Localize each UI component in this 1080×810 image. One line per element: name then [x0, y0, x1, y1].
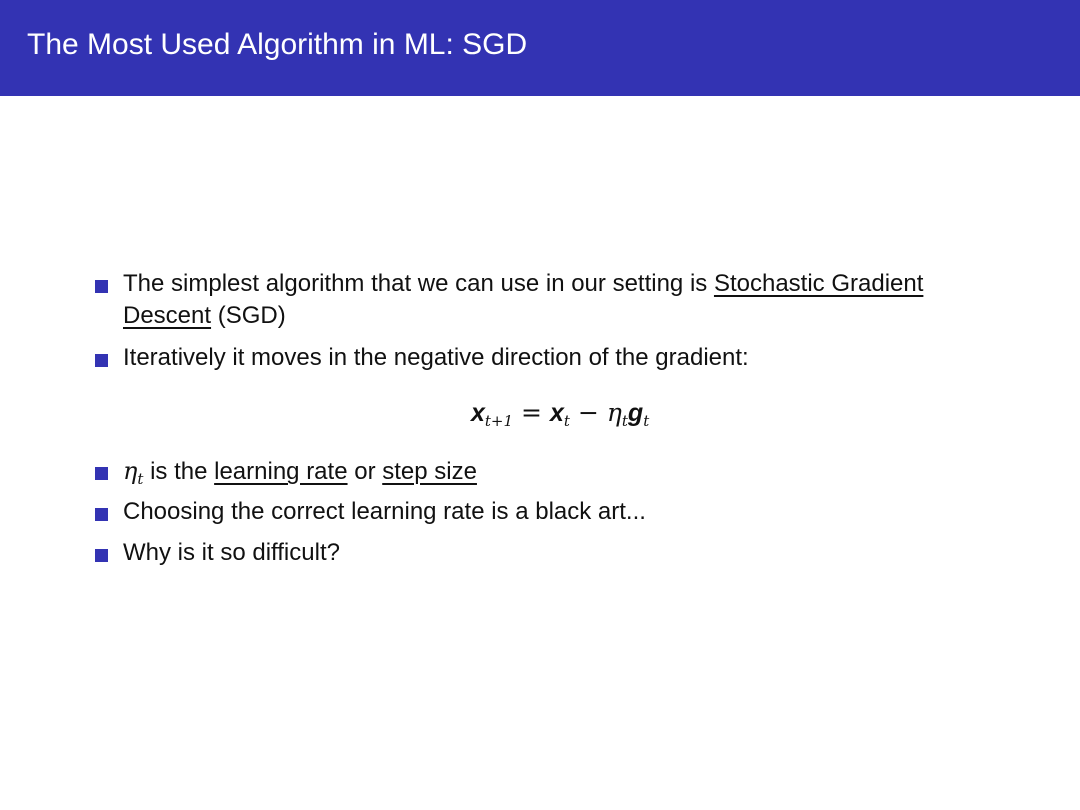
eta-symbol: η	[123, 457, 138, 485]
slide-title: The Most Used Algorithm in ML: SGD	[27, 28, 528, 61]
term-descent: Descent	[123, 302, 212, 329]
bullet-square-icon	[95, 280, 108, 293]
bullet-square-icon	[95, 549, 108, 562]
sgd-update-equation: $x_{t+1} = x_t - \eta_tg_t$	[471, 398, 650, 430]
bullet-square-icon	[95, 508, 108, 521]
term-learning-rate: learning rate	[214, 458, 348, 485]
bullet-square-icon	[95, 354, 108, 367]
bullet-text: The simplest algorithm that we can use in our setting is Stochastic Gradient Descent (SGD)	[123, 270, 924, 329]
term-step-size: step size	[382, 458, 477, 485]
term-stochastic-gradient: Stochastic Gradient	[713, 270, 924, 297]
bullet-text: $\eta_t$ is the learning rate or step size	[123, 457, 477, 488]
bullet-text: Choosing the correct learning rate is a black art...	[123, 498, 646, 525]
bullet-square-icon	[95, 467, 108, 480]
bullet-text: Iteratively it moves in the negative direction of the gradient:	[123, 344, 749, 371]
bullet-text: Why is it so difficult?	[123, 539, 340, 566]
